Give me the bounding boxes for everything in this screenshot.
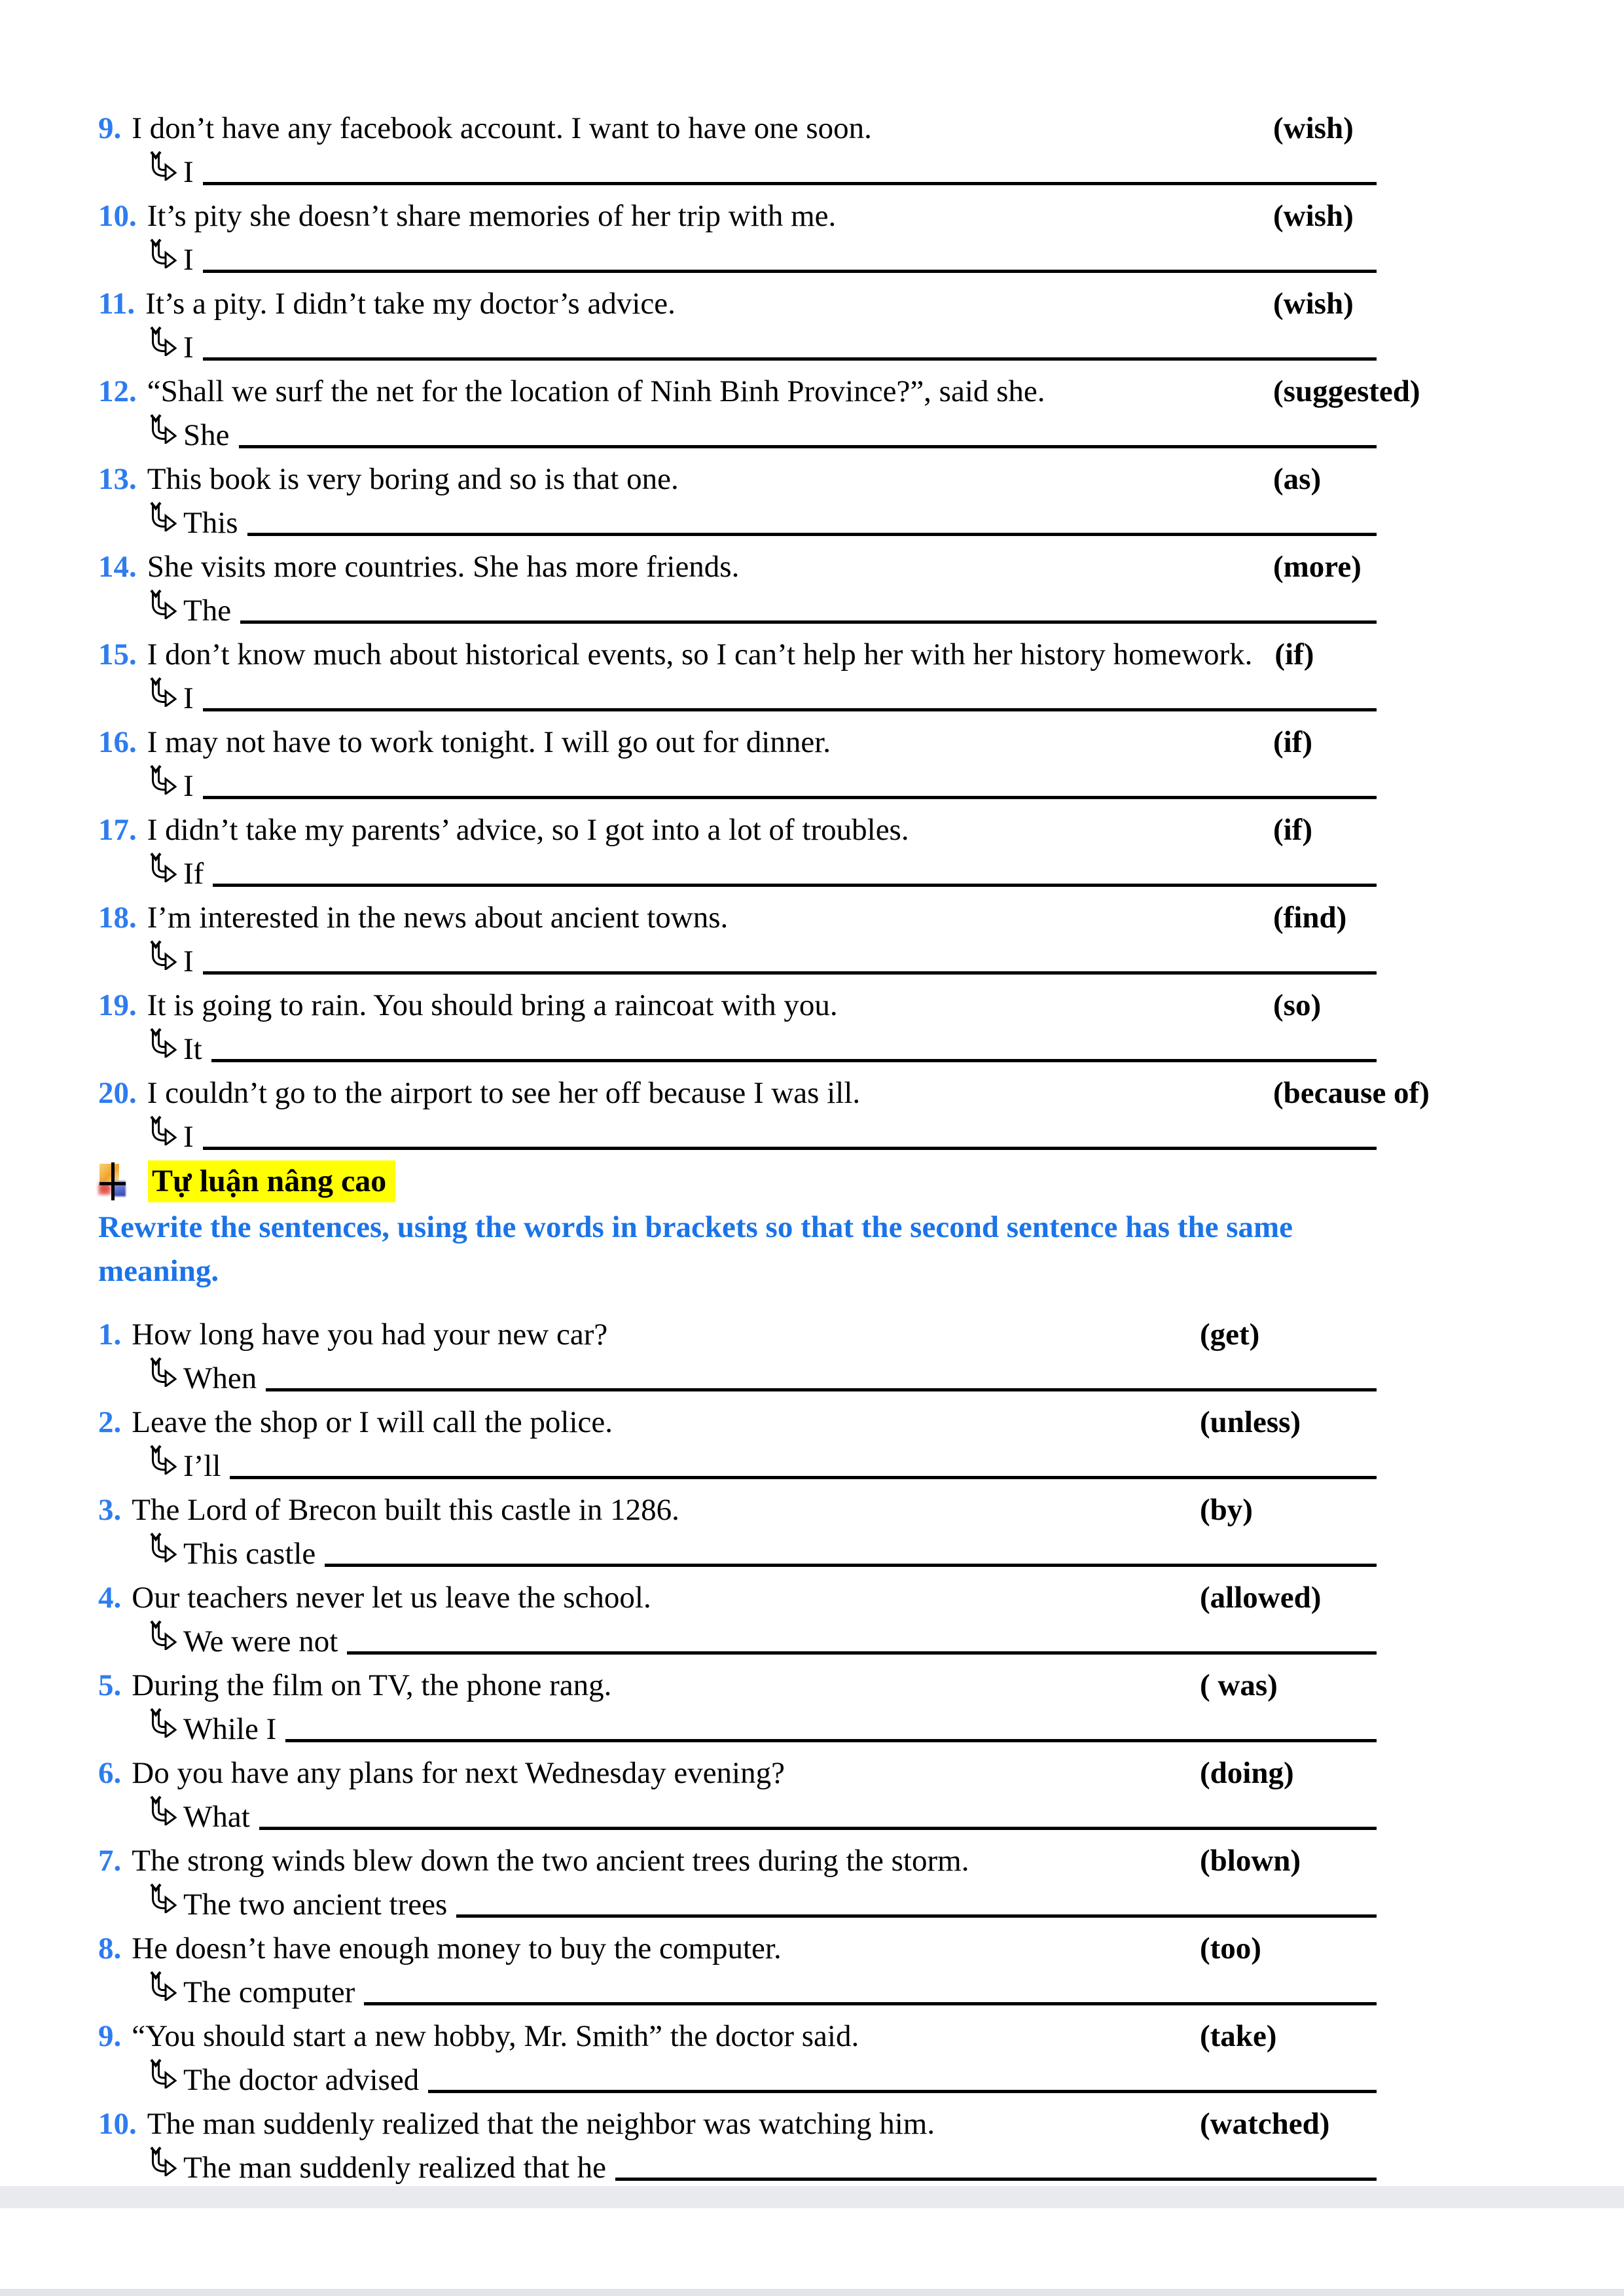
answer-starter: If bbox=[183, 857, 204, 891]
answer-blank-line[interactable] bbox=[285, 1739, 1377, 1742]
item-number: 10. bbox=[98, 2107, 137, 2141]
answer-line bbox=[98, 326, 1377, 370]
exercise-item bbox=[98, 984, 1377, 1071]
exercise-item bbox=[98, 896, 1377, 984]
rewrite-arrow-icon bbox=[149, 500, 177, 544]
rewrite-arrow-icon bbox=[149, 2057, 177, 2101]
exercise-item bbox=[98, 107, 1377, 194]
answer-line bbox=[98, 501, 1377, 545]
item-hint-word: (because of) bbox=[1273, 1076, 1430, 1110]
sentence-line bbox=[98, 194, 1377, 238]
answer-starter: I’ll bbox=[183, 1449, 221, 1483]
item-hint-word: (watched) bbox=[1200, 2107, 1330, 2141]
answer-starter: We were not bbox=[183, 1624, 338, 1659]
item-hint-word: (more) bbox=[1273, 550, 1362, 584]
item-number: 8. bbox=[98, 1931, 122, 1965]
answer-blank-line[interactable] bbox=[259, 1827, 1377, 1830]
rewrite-arrow-icon bbox=[149, 675, 177, 719]
item-sentence: It is going to rain. You should bring a raincoat with you. bbox=[147, 988, 838, 1022]
exercise-item bbox=[98, 282, 1377, 370]
item-number: 10. bbox=[98, 199, 137, 233]
rewrite-arrow-icon bbox=[149, 149, 177, 193]
sentence-line bbox=[98, 1401, 1377, 1444]
sentence-line bbox=[98, 2102, 1377, 2146]
exercise-item bbox=[98, 1313, 1377, 1401]
answer-blank-line[interactable] bbox=[211, 1059, 1377, 1062]
item-number: 7. bbox=[98, 1844, 122, 1878]
exercise-1-list bbox=[98, 107, 1430, 1159]
plus-bullet-icon bbox=[98, 1162, 127, 1200]
item-number: 3. bbox=[98, 1493, 122, 1527]
answer-line bbox=[98, 677, 1377, 721]
answer-line bbox=[98, 2058, 1377, 2102]
answer-line bbox=[98, 414, 1377, 457]
item-number: 11. bbox=[98, 287, 135, 321]
answer-line bbox=[98, 1028, 1377, 1071]
answer-blank-line[interactable] bbox=[230, 1476, 1377, 1479]
item-sentence: Our teachers never let us leave the school. bbox=[132, 1581, 651, 1615]
item-sentence: How long have you had your new car? bbox=[132, 1318, 608, 1352]
item-hint-word: (by) bbox=[1200, 1493, 1253, 1527]
item-hint-word: (too) bbox=[1200, 1931, 1261, 1965]
item-number: 18. bbox=[98, 901, 137, 935]
sentence-line bbox=[98, 545, 1377, 589]
answer-blank-line[interactable] bbox=[364, 2002, 1377, 2005]
answer-starter: When bbox=[183, 1361, 257, 1395]
answer-blank-line[interactable] bbox=[266, 1388, 1377, 1391]
bullet-cross-vertical bbox=[111, 1162, 115, 1200]
answer-blank-line[interactable] bbox=[203, 182, 1377, 185]
answer-starter: I bbox=[183, 155, 194, 189]
answer-starter: While I bbox=[183, 1712, 277, 1746]
answer-blank-line[interactable] bbox=[239, 445, 1377, 448]
answer-blank-line[interactable] bbox=[203, 357, 1377, 361]
item-number: 6. bbox=[98, 1756, 122, 1790]
item-hint-word: (if) bbox=[1274, 637, 1314, 672]
instruction-text: Rewrite the sentences, using the words in brackets so that the second sentence has the same meaning. bbox=[98, 1210, 1293, 1288]
item-hint-word: (allowed) bbox=[1200, 1581, 1322, 1615]
rewrite-arrow-icon bbox=[149, 588, 177, 632]
sentence-line bbox=[98, 1313, 1377, 1357]
rewrite-arrow-icon bbox=[149, 412, 177, 456]
item-sentence: I may not have to work tonight. I will go out for dinner. bbox=[147, 725, 831, 759]
item-hint-word: (if) bbox=[1273, 813, 1313, 847]
item-number: 13. bbox=[98, 462, 137, 496]
answer-line bbox=[98, 764, 1377, 808]
exercise-item bbox=[98, 808, 1377, 896]
item-hint-word: (blown) bbox=[1200, 1844, 1301, 1878]
sentence-line bbox=[98, 1488, 1377, 1532]
answer-starter: I bbox=[183, 331, 194, 365]
sentence-line bbox=[98, 1576, 1377, 1620]
item-number: 16. bbox=[98, 725, 137, 759]
item-sentence: This book is very boring and so is that one. bbox=[147, 462, 679, 496]
item-number: 17. bbox=[98, 813, 137, 847]
answer-blank-line[interactable] bbox=[203, 270, 1377, 273]
answer-line bbox=[98, 1444, 1377, 1488]
item-sentence: I couldn’t go to the airport to see her off because I was ill. bbox=[147, 1076, 861, 1110]
answer-blank-line[interactable] bbox=[203, 1147, 1377, 1150]
answer-blank-line[interactable] bbox=[240, 620, 1377, 624]
rewrite-arrow-icon bbox=[149, 1531, 177, 1575]
exercise-item bbox=[98, 1401, 1377, 1488]
answer-blank-line[interactable] bbox=[203, 708, 1377, 711]
exercise-item bbox=[98, 1839, 1377, 1927]
exercise-item bbox=[98, 1751, 1377, 1839]
answer-blank-line[interactable] bbox=[203, 971, 1377, 975]
exercise-2-list bbox=[98, 1313, 1377, 2190]
item-number: 9. bbox=[98, 111, 122, 145]
item-hint-word: (wish) bbox=[1273, 199, 1354, 233]
item-sentence: During the film on TV, the phone rang. bbox=[132, 1668, 612, 1702]
answer-blank-line[interactable] bbox=[456, 1914, 1377, 1918]
item-number: 5. bbox=[98, 1668, 122, 1702]
item-number: 4. bbox=[98, 1581, 122, 1615]
page-break-band bbox=[0, 2186, 1624, 2208]
answer-blank-line[interactable] bbox=[347, 1651, 1377, 1655]
item-hint-word: (suggested) bbox=[1273, 374, 1420, 408]
exercise-item bbox=[98, 2015, 1377, 2102]
answer-line bbox=[98, 940, 1377, 984]
item-sentence: I don’t have any facebook account. I want to have one soon. bbox=[132, 111, 872, 145]
exercise-item bbox=[98, 633, 1377, 721]
answer-starter: I bbox=[183, 944, 194, 978]
item-hint-word: (take) bbox=[1200, 2019, 1277, 2053]
rewrite-arrow-icon bbox=[149, 325, 177, 368]
sentence-line bbox=[98, 896, 1377, 940]
answer-blank-line[interactable] bbox=[247, 533, 1377, 536]
rewrite-arrow-icon bbox=[149, 1882, 177, 1926]
item-number: 1. bbox=[98, 1318, 122, 1352]
answer-starter: It bbox=[183, 1032, 202, 1066]
exercise-item bbox=[98, 2102, 1377, 2190]
exercise-item bbox=[98, 545, 1377, 633]
item-sentence: “Shall we surf the net for the location of Ninh Binh Province?”, said she. bbox=[147, 374, 1045, 408]
item-hint-word: (so) bbox=[1273, 988, 1322, 1022]
item-sentence: I didn’t take my parents’ advice, so I got into a lot of troubles. bbox=[147, 813, 909, 847]
item-number: 9. bbox=[98, 2019, 122, 2053]
item-sentence: Leave the shop or I will call the police. bbox=[132, 1405, 613, 1439]
rewrite-arrow-icon bbox=[149, 1443, 177, 1487]
exercise-item bbox=[98, 721, 1377, 808]
answer-line bbox=[98, 1708, 1377, 1751]
item-hint-word: ( was) bbox=[1200, 1668, 1278, 1702]
rewrite-arrow-icon bbox=[149, 1114, 177, 1158]
answer-starter: What bbox=[183, 1800, 250, 1834]
rewrite-arrow-icon bbox=[149, 1026, 177, 1070]
rewrite-arrow-icon bbox=[149, 763, 177, 807]
sentence-line bbox=[98, 107, 1377, 151]
answer-starter: This bbox=[183, 506, 238, 540]
item-sentence: I don’t know much about historical events, so I can’t help her with her history homework. bbox=[147, 637, 1253, 672]
item-hint-word: (get) bbox=[1200, 1318, 1260, 1352]
answer-starter: This castle bbox=[183, 1537, 316, 1571]
answer-starter: The doctor advised bbox=[183, 2063, 420, 2097]
rewrite-arrow-icon bbox=[149, 1619, 177, 1662]
section-heading-row bbox=[98, 1159, 1377, 1203]
rewrite-arrow-icon bbox=[149, 1969, 177, 2013]
answer-blank-line[interactable] bbox=[325, 1564, 1377, 1567]
item-sentence: It’s pity she doesn’t share memories of her trip with me. bbox=[147, 199, 837, 233]
item-hint-word: (wish) bbox=[1273, 287, 1354, 321]
answer-line bbox=[98, 2146, 1377, 2190]
item-number: 14. bbox=[98, 550, 137, 584]
answer-starter: I bbox=[183, 769, 194, 803]
answer-blank-line[interactable] bbox=[213, 884, 1377, 887]
sentence-line bbox=[98, 808, 1377, 852]
exercise-item bbox=[98, 370, 1420, 457]
answer-line bbox=[98, 1795, 1377, 1839]
item-sentence: The Lord of Brecon built this castle in 1286. bbox=[132, 1493, 679, 1527]
answer-line bbox=[98, 1532, 1377, 1576]
answer-line bbox=[98, 151, 1377, 194]
sentence-line bbox=[98, 282, 1377, 326]
item-number: 12. bbox=[98, 374, 137, 408]
answer-line bbox=[98, 1620, 1377, 1664]
exercise-item bbox=[98, 1664, 1377, 1751]
rewrite-arrow-icon bbox=[149, 1706, 177, 1750]
sentence-line bbox=[98, 370, 1420, 414]
exercise-item bbox=[98, 194, 1377, 282]
item-sentence: She visits more countries. She has more friends. bbox=[147, 550, 740, 584]
answer-starter: I bbox=[183, 243, 194, 277]
item-number: 15. bbox=[98, 637, 137, 672]
rewrite-arrow-icon bbox=[149, 237, 177, 281]
item-sentence: I’m interested in the news about ancient towns. bbox=[147, 901, 729, 935]
item-hint-word: (doing) bbox=[1200, 1756, 1294, 1790]
answer-starter: She bbox=[183, 418, 230, 452]
answer-starter: I bbox=[183, 1120, 194, 1154]
answer-starter: The computer bbox=[183, 1975, 355, 2009]
sentence-line bbox=[98, 2015, 1377, 2058]
sentence-line bbox=[98, 1664, 1377, 1708]
exercise-item bbox=[98, 1071, 1430, 1159]
bullet-cross-horizontal bbox=[99, 1182, 126, 1185]
exercise-item bbox=[98, 1927, 1377, 2015]
answer-starter: I bbox=[183, 681, 194, 715]
item-sentence: It’s a pity. I didn’t take my doctor’s advice. bbox=[145, 287, 676, 321]
section-heading: Tự luận nâng cao bbox=[148, 1160, 395, 1202]
answer-starter: The man suddenly realized that he bbox=[183, 2151, 606, 2185]
item-hint-word: (wish) bbox=[1273, 111, 1354, 145]
answer-line bbox=[98, 852, 1377, 896]
rewrite-arrow-icon bbox=[149, 939, 177, 982]
answer-line bbox=[98, 1883, 1377, 1927]
item-number: 19. bbox=[98, 988, 137, 1022]
sentence-line bbox=[98, 457, 1377, 501]
answer-line bbox=[98, 1357, 1377, 1401]
sentence-line bbox=[98, 721, 1377, 764]
answer-line bbox=[98, 589, 1377, 633]
answer-line bbox=[98, 1971, 1377, 2015]
item-hint-word: (find) bbox=[1273, 901, 1347, 935]
item-hint-word: (if) bbox=[1273, 725, 1313, 759]
item-hint-word: (as) bbox=[1273, 462, 1322, 496]
rewrite-arrow-icon bbox=[149, 1794, 177, 1838]
item-number: 20. bbox=[98, 1076, 137, 1110]
answer-blank-line[interactable] bbox=[203, 796, 1377, 799]
answer-starter: The bbox=[183, 594, 232, 628]
exercise-item bbox=[98, 1576, 1377, 1664]
item-number: 2. bbox=[98, 1405, 122, 1439]
sentence-line bbox=[98, 1751, 1377, 1795]
answer-starter: The two ancient trees bbox=[183, 1888, 448, 1922]
exercise-item bbox=[98, 457, 1377, 545]
sentence-line bbox=[98, 633, 1377, 677]
answer-line bbox=[98, 1115, 1377, 1159]
answer-blank-line[interactable] bbox=[615, 2178, 1377, 2181]
item-sentence: “You should start a new hobby, Mr. Smith” the doctor said. bbox=[132, 2019, 859, 2053]
item-sentence: The strong winds blew down the two ancient trees during the storm. bbox=[132, 1844, 969, 1878]
item-sentence: The man suddenly realized that the neighbor was watching him. bbox=[147, 2107, 935, 2141]
rewrite-arrow-icon bbox=[149, 1355, 177, 1399]
answer-blank-line[interactable] bbox=[428, 2090, 1377, 2093]
sentence-line bbox=[98, 1839, 1377, 1883]
sentence-line bbox=[98, 984, 1377, 1028]
rewrite-arrow-icon bbox=[149, 2145, 177, 2189]
sentence-line bbox=[98, 1071, 1430, 1115]
exercise-item bbox=[98, 1488, 1377, 1576]
rewrite-arrow-icon bbox=[149, 851, 177, 895]
item-hint-word: (unless) bbox=[1200, 1405, 1301, 1439]
answer-line bbox=[98, 238, 1377, 282]
item-sentence: He doesn’t have enough money to buy the computer. bbox=[132, 1931, 782, 1965]
window-edge-band bbox=[0, 2289, 1624, 2296]
sentence-line bbox=[98, 1927, 1377, 1971]
item-sentence: Do you have any plans for next Wednesday evening? bbox=[132, 1756, 785, 1790]
